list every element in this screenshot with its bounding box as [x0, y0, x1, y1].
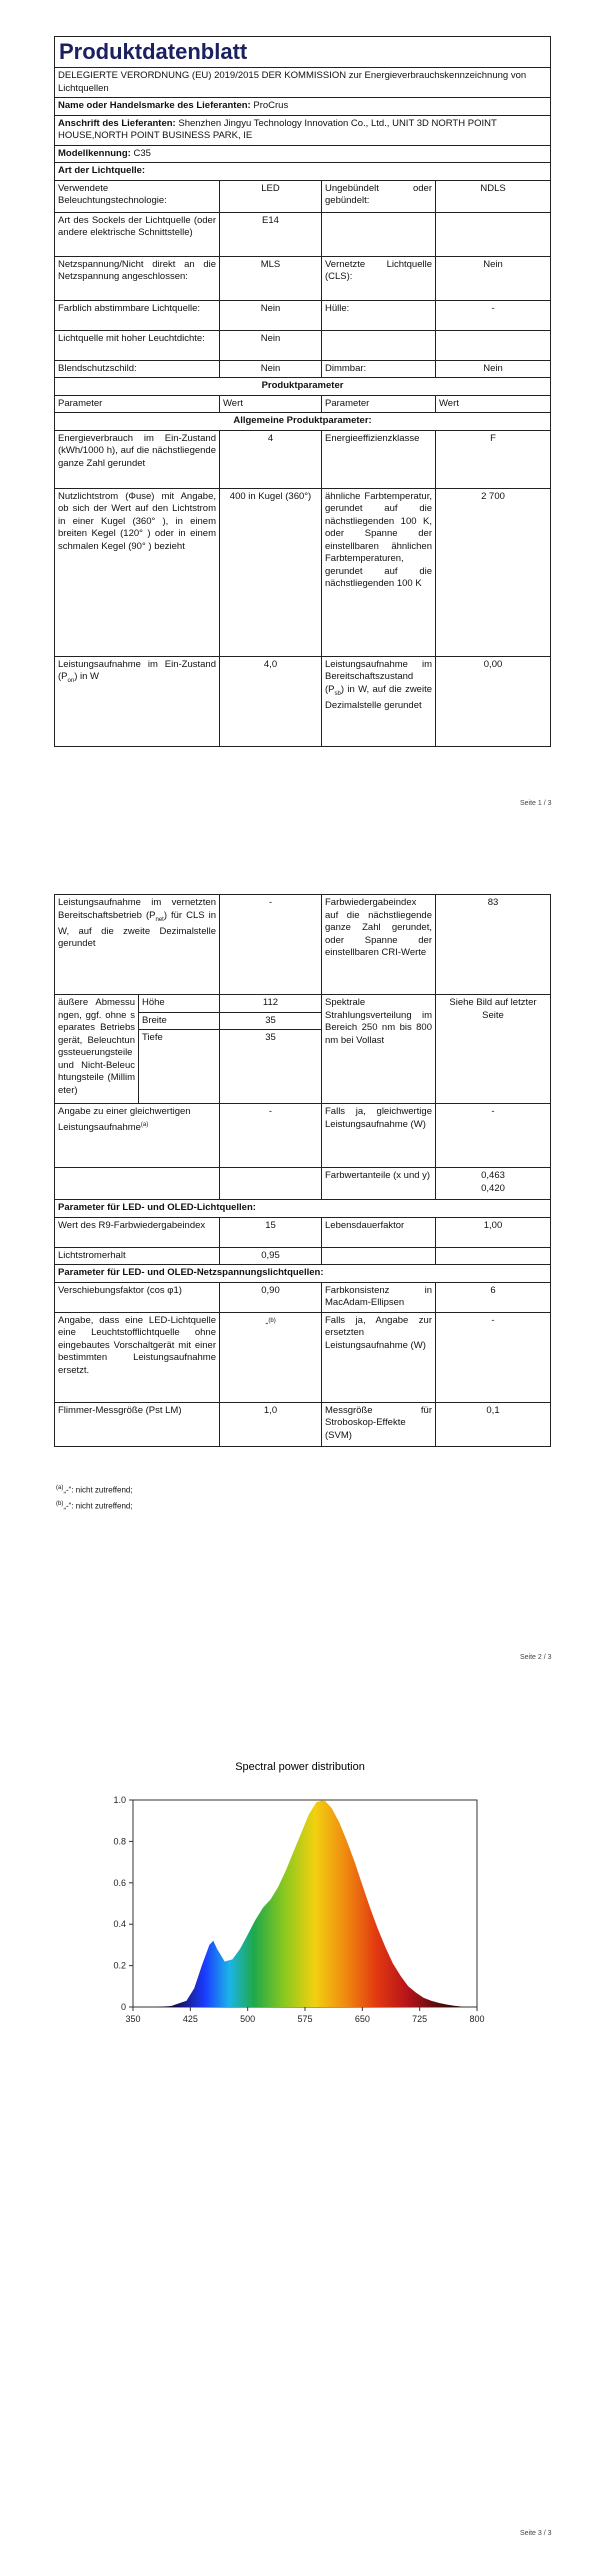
table-cell: Energieverbrauch im Ein-Zustand (kWh/1000 h), auf die nächstliegende ganze Zahl gerundet [55, 430, 220, 488]
supplier-address-label: Anschrift des Lieferanten: [58, 117, 176, 129]
table-cell: 1,0 [220, 1402, 322, 1446]
table-cell [220, 1168, 322, 1200]
table-cell [436, 1247, 551, 1265]
supplier-address-value: Shenzhen Jingyu Technology Innovation Co., Ltd., UNIT 3D NORTH POINT HOUSE,NORTH POINT BUSINESS PARK, IE [58, 117, 497, 141]
table-cell: NDLS [436, 180, 551, 212]
y-tick-label: 0 [120, 2002, 126, 2012]
table-cell: 35 [220, 1030, 322, 1104]
table-cell: Energieeffizienzklasse [322, 430, 436, 488]
table-cell: Verwendete Beleuchtungstechnologie: [55, 180, 220, 212]
table-cell: 2 700 [436, 488, 551, 656]
y-tick-label: 1.0 [113, 1795, 126, 1805]
table-cell: Lichtquelle mit hoher Leuchtdichte: [55, 330, 220, 360]
page-number: Seite 3 / 3 [520, 2530, 552, 2537]
column-header: Wert [436, 395, 551, 413]
table-cell: 1,00 [436, 1217, 551, 1247]
regulation-text: DELEGIERTE VERORDNUNG (EU) 2019/2015 DER KOMMISSION zur Energieverbrauchskennzeichnung von Lichtquellen [55, 68, 551, 98]
table-cell: LED [220, 180, 322, 212]
datasheet-table-page-2 [54, 894, 551, 1447]
table-cell: 0,00 [436, 656, 551, 746]
table-cell: Siehe Bild auf letzter Seite [436, 995, 551, 1104]
table-cell: Messgröße für Stroboskop-Effekte (SVM) [322, 1402, 436, 1446]
chroma-x: 0,463 [481, 1170, 505, 1181]
table-cell: Nein [436, 360, 551, 378]
table-cell: - [436, 1104, 551, 1168]
page-number: Seite 2 / 3 [520, 1654, 552, 1661]
table-cell: Nein [220, 300, 322, 330]
table-cell: Blendschutzschild: [55, 360, 220, 378]
column-header: Parameter [322, 395, 436, 413]
table-cell: -$^{(b)}$ [220, 1312, 322, 1402]
table-cell: Leistungsaufnahme im Bereitschaftszustand $(P_{sb})$ in W, auf die zweite Dezimalstelle gerundet [322, 656, 436, 746]
datasheet-table-page-1 [54, 36, 551, 747]
table-cell: Leistungsaufnahme im vernetzten Bereitschaftsbetrieb $(P_{net})$ für CLS in W, auf die zweite Dezimalstelle gerundet [55, 895, 220, 995]
table-cell: Falls ja, gleichwertige Leistungsaufnahme (W) [322, 1104, 436, 1168]
table-cell [55, 1168, 220, 1200]
table-cell: Hülle: [322, 300, 436, 330]
table-cell: Nein [220, 360, 322, 378]
x-tick-label: 575 [297, 2014, 313, 2024]
y-tick-label: 0.2 [113, 1960, 126, 1971]
y-tick-label: 0.8 [113, 1836, 126, 1847]
x-tick-label: 500 [240, 2014, 256, 2024]
led-params-heading: Parameter für LED- und OLED-Lichtquellen: [55, 1200, 551, 1218]
table-cell: Farblich abstimmbare Lichtquelle: [55, 300, 220, 330]
x-tick-label: 650 [354, 2014, 370, 2024]
table-cell: 0,90 [220, 1282, 322, 1312]
table-cell: Lebensdauerfaktor [322, 1217, 436, 1247]
x-tick-label: 425 [182, 2014, 198, 2024]
table-cell: 112 [220, 995, 322, 1013]
table-cell: Angabe, dass eine LED-Lichtquelle eine Leuchtstofflichtquelle ohne eingebautes Vorschaltgerät mit einer bestimmten Leistungsaufnahme ersetzt. [55, 1312, 220, 1402]
table-cell: - [220, 895, 322, 995]
table-cell: 0,95 [220, 1247, 322, 1265]
table-cell: F [436, 430, 551, 488]
y-tick-label: 0.4 [113, 1919, 126, 1930]
table-cell: Spektrale Strahlungsverteilung im Bereich 250 nm bis 800 nm bei Vollast [322, 995, 436, 1104]
table-cell: Art des Sockels der Lichtquelle (oder andere elektrische Schnittstelle) [55, 212, 220, 256]
table-cell [436, 1168, 551, 1200]
chart-plot-area [113, 1795, 484, 2024]
table-cell [322, 1247, 436, 1265]
table-cell: Farbkonsistenz in MacAdam-Ellipsen [322, 1282, 436, 1312]
table-cell: Lichtstromerhalt [55, 1247, 220, 1265]
table-cell: Netzspannung/Nicht direkt an die Netzspannung angeschlossen: [55, 256, 220, 300]
table-cell [436, 330, 551, 360]
table-cell: 6 [436, 1282, 551, 1312]
model-label: Modellkennung: [58, 147, 131, 159]
table-cell: MLS [220, 256, 322, 300]
general-params-heading: Allgemeine Produktparameter: [55, 413, 551, 431]
supplier-name-row [55, 98, 551, 116]
model-row [55, 145, 551, 163]
x-tick-label: 800 [469, 2014, 485, 2024]
table-cell: Leistungsaufnahme im Ein-Zustand $(P_{on})$ in W [55, 656, 220, 746]
table-cell: Falls ja, Angabe zur ersetzten Leistungsaufnahme (W) [322, 1312, 436, 1402]
column-header: Wert [220, 395, 322, 413]
table-cell: E14 [220, 212, 322, 256]
x-tick-label: 725 [412, 2014, 428, 2024]
table-cell: - [436, 1312, 551, 1402]
x-tick-label: 350 [125, 2014, 141, 2024]
column-header: Parameter [55, 395, 220, 413]
table-cell: ähnliche Farbtemperatur, gerundet auf die nächstliegenden 100 K, oder Spanne der einstellbaren ähnlichen Farbtemperaturen, gerundet auf die nächstliegenden 100 K [322, 488, 436, 656]
y-tick-label: 0.6 [113, 1877, 126, 1888]
table-cell: Wert des R9-Farbwiedergabeindex [55, 1217, 220, 1247]
table-cell: Flimmer-Messgröße (Pst LM) [55, 1402, 220, 1446]
table-cell: - [220, 1104, 322, 1168]
table-cell: Höhe [139, 995, 220, 1013]
chart-title: Spectral power distribution [235, 1761, 365, 1773]
table-cell: Nein [436, 256, 551, 300]
page-title: Produktdatenblatt [55, 37, 551, 68]
table-cell: 0,1 [436, 1402, 551, 1446]
table-cell: Angabe zu einer gleichwertigen Leistungsaufnahme$^{(a)}$ [55, 1104, 220, 1168]
page-number: Seite 1 / 3 [520, 800, 552, 807]
mains-params-heading: Parameter für LED- und OLED-Netzspannungslichtquellen: [55, 1265, 551, 1283]
table-cell: Dimmbar: [322, 360, 436, 378]
table-cell: 4 [220, 430, 322, 488]
table-cell: Tiefe [139, 1030, 220, 1104]
supplier-name-label: Name oder Handelsmarke des Lieferanten: [58, 100, 251, 111]
supplier-address-row [55, 115, 551, 145]
table-cell: Farbwertanteile (x und y) [322, 1168, 436, 1200]
table-cell: 400 in Kugel (360°) [220, 488, 322, 656]
table-cell: 83 [436, 895, 551, 995]
table-cell [322, 212, 436, 256]
chroma-y: 0,420 [481, 1182, 505, 1194]
table-cell: äußere Abmessungen, ggf. ohne separates Betriebsgerät, Beleuchtungssteuerungsteile und Nicht-Beleuchtungsteile (Millimeter) [55, 995, 139, 1104]
table-cell: Verschiebungsfaktor (cos φ1) [55, 1282, 220, 1312]
table-cell [436, 212, 551, 256]
table-cell: Breite [139, 1012, 220, 1030]
model-value: C35 [133, 147, 151, 159]
table-cell: - [436, 300, 551, 330]
table-cell: Ungebündelt oder gebündelt: [322, 180, 436, 212]
footnote-a: $^{(a)}$„-“: nicht zutreffend; [56, 1485, 133, 1495]
spectral-power-chart [0, 1750, 603, 2050]
table-cell: Vernetzte Lichtquelle (CLS): [322, 256, 436, 300]
table-cell: 35 [220, 1012, 322, 1030]
supplier-name-value: ProCrus [253, 100, 289, 111]
table-cell: Nutzlichtstrom (Φuse) mit Angabe, ob sich der Wert auf den Lichtstrom in einer Kugel (360° ), in einem breiten Kegel (120° ) oder in einem schmalen Kegel (90° ) bezieht [55, 488, 220, 656]
table-cell: Farbwiedergabeindex auf die nächstliegende ganze Zahl gerundet, oder Spanne der einstellbaren CRI-Werte [322, 895, 436, 995]
table-cell [322, 330, 436, 360]
table-cell: 15 [220, 1217, 322, 1247]
table-cell: Nein [220, 330, 322, 360]
light-source-type-heading: Art der Lichtquelle: [55, 163, 551, 181]
product-params-heading: Produktparameter [55, 378, 551, 396]
table-cell: 4,0 [220, 656, 322, 746]
footnote-b: $^{(b)}$„-“: nicht zutreffend; [56, 1501, 133, 1511]
